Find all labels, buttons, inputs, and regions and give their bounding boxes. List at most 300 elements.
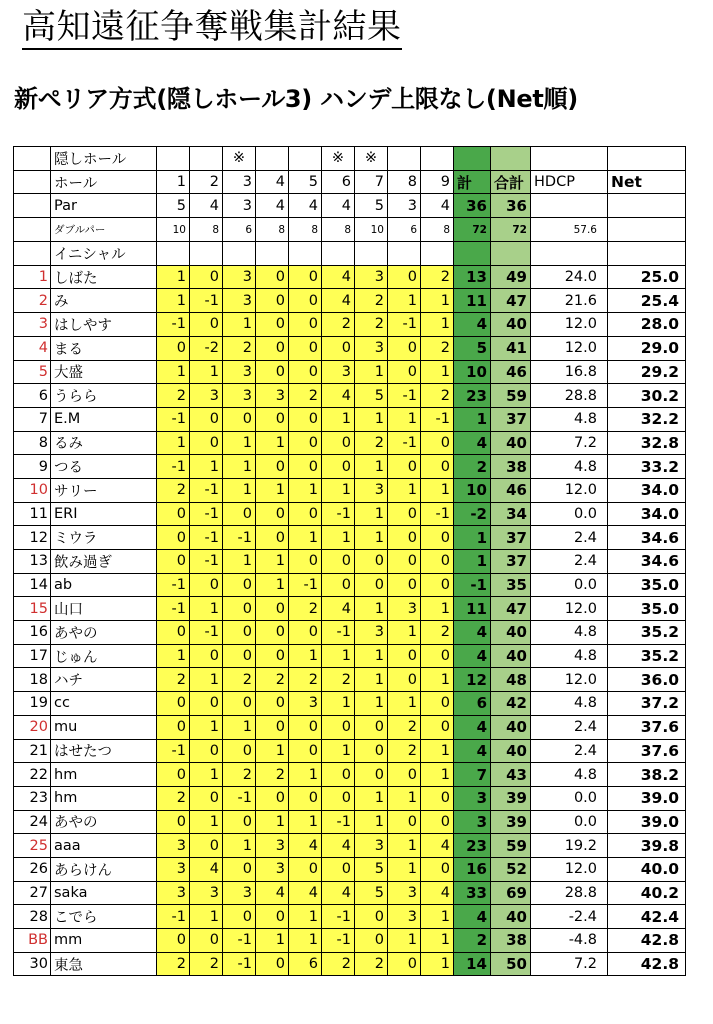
score-cell: 0 [256,360,289,384]
total-cell: -1 [454,573,491,597]
score-cell: 4 [289,834,322,858]
net-cell: 35.2 [608,621,686,645]
score-cell: 1 [256,431,289,455]
hole-cell [388,242,421,266]
net-cell: 40.2 [608,881,686,905]
player-row [14,739,686,763]
rank-cell: 9 [14,455,51,479]
total-cell: 11 [454,597,491,621]
score-cell: 0 [388,360,421,384]
score-cell: 2 [355,952,388,976]
player-row [14,952,686,976]
score-cell: 2 [157,668,190,692]
rank-cell [14,194,51,218]
hdcp-cell: 7.2 [531,431,608,455]
player-row [14,929,686,953]
hdcp-cell: 0.0 [531,810,608,834]
hole-cell [322,242,355,266]
hdcp-cell: 2.4 [531,739,608,763]
hdcp-cell: 4.8 [531,621,608,645]
score-cell: 1 [388,692,421,716]
player-row [14,289,686,313]
player-row [14,810,686,834]
score-cell: 0 [256,644,289,668]
player-name: 大盛 [51,360,157,384]
score-cell: -1 [157,455,190,479]
hole-number-cell: 5 [289,170,322,194]
gross-cell: 38 [491,455,531,479]
score-cell: 0 [289,786,322,810]
total-cell: 1 [454,407,491,431]
total-cell: 4 [454,715,491,739]
net-cell: 32.2 [608,407,686,431]
score-cell: 3 [355,265,388,289]
score-cell: -1 [190,621,223,645]
rank-cell: 18 [14,668,51,692]
rank-cell: 16 [14,621,51,645]
net-cell: 25.0 [608,265,686,289]
score-cell: 3 [223,360,256,384]
score-cell: 0 [157,810,190,834]
rank-cell [14,170,51,194]
double-par-row [14,218,686,242]
score-cell: 0 [256,336,289,360]
gross-cell: 40 [491,313,531,337]
player-row [14,265,686,289]
score-cell: 0 [256,502,289,526]
score-cell: 0 [190,692,223,716]
gross-cell: 49 [491,265,531,289]
hole-cell [190,242,223,266]
player-name: mu [51,715,157,739]
score-cell: 2 [355,289,388,313]
score-cell: 1 [355,502,388,526]
total-cell: 4 [454,905,491,929]
score-cell: 1 [223,431,256,455]
player-name: ERI [51,502,157,526]
score-cell: 1 [421,739,454,763]
net-cell: 34.0 [608,502,686,526]
score-cell: 3 [355,336,388,360]
par-row [14,194,686,218]
hidden-mark-cell [289,147,322,171]
total-header: 計 [454,170,491,194]
double-par-cell: 8 [256,218,289,242]
player-name: はしやす [51,313,157,337]
score-cell: 3 [388,905,421,929]
gross-cell: 47 [491,597,531,621]
gross-cell: 42 [491,692,531,716]
score-cell: 2 [322,668,355,692]
player-row [14,644,686,668]
score-cell: 2 [190,952,223,976]
score-cell: 1 [223,834,256,858]
score-cell: -1 [322,502,355,526]
score-cell: 1 [190,715,223,739]
hole-number-cell: 8 [388,170,421,194]
hdcp-cell [531,194,608,218]
score-cell: 0 [421,692,454,716]
score-cell: 2 [157,786,190,810]
score-cell: 1 [190,905,223,929]
rank-cell: 1 [14,265,51,289]
total-cell: 5 [454,336,491,360]
hole-cell [355,242,388,266]
score-cell: 0 [223,407,256,431]
score-cell: 0 [190,929,223,953]
score-cell: 3 [256,834,289,858]
score-cell: 0 [289,407,322,431]
rank-cell: 21 [14,739,51,763]
score-cell: 4 [256,881,289,905]
total-cell: 6 [454,692,491,716]
rank-cell: 25 [14,834,51,858]
score-cell: 0 [157,502,190,526]
score-cell: -1 [157,573,190,597]
par-cell: 4 [421,194,454,218]
score-cell: 0 [388,952,421,976]
gross-cell: 38 [491,929,531,953]
net-cell [608,242,686,266]
score-cell: 1 [223,478,256,502]
score-cell: 3 [355,621,388,645]
total-cell [454,242,491,266]
score-cell: 0 [157,763,190,787]
score-cell: 4 [322,834,355,858]
score-cell: 0 [223,857,256,881]
gross-cell [491,242,531,266]
player-name: 東急 [51,952,157,976]
score-cell: 0 [388,668,421,692]
score-cell: 2 [289,668,322,692]
score-cell: 0 [256,455,289,479]
score-cell: -1 [421,502,454,526]
score-cell: 0 [223,573,256,597]
score-cell: 1 [190,597,223,621]
hole-label: ホール [51,170,157,194]
gross-cell: 39 [491,810,531,834]
score-cell: 0 [322,431,355,455]
score-cell: 0 [388,455,421,479]
score-cell: 1 [388,834,421,858]
score-cell: 0 [223,597,256,621]
player-name: 山口 [51,597,157,621]
par-label: Par [51,194,157,218]
player-row [14,478,686,502]
score-cell: 1 [322,407,355,431]
net-cell: 39.0 [608,786,686,810]
score-cell: 0 [223,905,256,929]
score-cell: 0 [388,265,421,289]
score-cell: 0 [322,455,355,479]
initial-label: イニシャル [51,242,157,266]
score-cell: 0 [388,810,421,834]
gross-cell: 52 [491,857,531,881]
score-cell: 3 [256,857,289,881]
score-cell: 0 [190,407,223,431]
score-cell: 0 [388,763,421,787]
score-cell: 4 [322,384,355,408]
score-cell: 0 [289,289,322,313]
rank-cell: 2 [14,289,51,313]
net-cell: 42.8 [608,952,686,976]
score-cell: 1 [388,289,421,313]
score-cell: 0 [322,715,355,739]
net-cell [608,218,686,242]
score-cell: 1 [388,786,421,810]
double-par-cell: 10 [355,218,388,242]
rank-cell: BB [14,929,51,953]
rank-cell: 28 [14,905,51,929]
double-par-total: 72 [454,218,491,242]
score-cell: 0 [322,763,355,787]
rank-cell: 12 [14,526,51,550]
score-cell: 0 [256,526,289,550]
hole-cell [223,242,256,266]
score-cell: 1 [157,360,190,384]
rank-cell: 30 [14,952,51,976]
score-cell: -1 [190,289,223,313]
score-cell: 0 [190,834,223,858]
score-cell: 1 [256,810,289,834]
score-cell: 1 [388,857,421,881]
total-cell: 7 [454,763,491,787]
score-cell: 0 [289,431,322,455]
score-cell: 0 [157,336,190,360]
gross-cell: 46 [491,360,531,384]
score-cell: 2 [421,265,454,289]
score-cell: 1 [421,763,454,787]
score-cell: 0 [223,739,256,763]
score-cell: 3 [322,360,355,384]
score-cell: 1 [421,313,454,337]
player-name: aaa [51,834,157,858]
rank-cell: 15 [14,597,51,621]
total-cell: 3 [454,786,491,810]
player-name: まる [51,336,157,360]
score-cell: 0 [355,715,388,739]
player-name: mm [51,929,157,953]
score-cell: 1 [355,810,388,834]
score-cell: 3 [223,384,256,408]
score-cell: 1 [355,526,388,550]
hole-number-cell: 3 [223,170,256,194]
score-cell: 1 [223,455,256,479]
hdcp-cell: 4.8 [531,407,608,431]
gross-cell: 41 [491,336,531,360]
hole-number-cell: 4 [256,170,289,194]
player-row [14,763,686,787]
player-row [14,668,686,692]
score-cell: -1 [289,573,322,597]
score-cell: 0 [421,644,454,668]
total-cell: 4 [454,431,491,455]
score-cell: 0 [190,786,223,810]
rank-cell: 3 [14,313,51,337]
score-cell: -1 [223,952,256,976]
score-cell: 2 [289,384,322,408]
score-cell: 1 [289,644,322,668]
player-name: hm [51,763,157,787]
double-par-hdcp: 57.6 [531,218,608,242]
rank-cell: 5 [14,360,51,384]
score-cell: -1 [388,313,421,337]
score-cell: -1 [421,407,454,431]
rank-cell: 10 [14,478,51,502]
score-cell: 0 [223,644,256,668]
double-par-cell: 8 [289,218,322,242]
score-cell: -1 [157,313,190,337]
score-cell: -1 [190,526,223,550]
hdcp-cell: 12.0 [531,668,608,692]
score-cell: 2 [355,313,388,337]
double-par-cell: 8 [421,218,454,242]
double-par-cell: 8 [322,218,355,242]
hdcp-cell: -2.4 [531,905,608,929]
score-cell: 1 [421,905,454,929]
hdcp-cell: 4.8 [531,644,608,668]
score-cell: 1 [355,455,388,479]
score-cell: 1 [223,313,256,337]
score-cell: 1 [322,739,355,763]
initial-header-row [14,242,686,266]
score-cell: 0 [355,763,388,787]
player-name: 飲み過ぎ [51,550,157,574]
score-cell: 1 [157,289,190,313]
score-cell: 0 [322,573,355,597]
rank-cell: 11 [14,502,51,526]
score-cell: 0 [421,550,454,574]
score-cell: 1 [289,810,322,834]
hdcp-cell: 12.0 [531,857,608,881]
score-cell: 0 [256,786,289,810]
player-row [14,502,686,526]
score-cell: 0 [256,407,289,431]
player-row [14,834,686,858]
score-cell: 3 [190,881,223,905]
score-cell: -1 [322,810,355,834]
hole-number-cell: 6 [322,170,355,194]
score-cell: 0 [421,857,454,881]
net-cell: 37.6 [608,715,686,739]
total-cell: 3 [454,810,491,834]
player-row [14,360,686,384]
hdcp-cell: 21.6 [531,289,608,313]
score-cell: 4 [190,857,223,881]
total-cell: 10 [454,478,491,502]
score-cell: 0 [322,857,355,881]
par-cell: 4 [190,194,223,218]
gross-header: 合計 [491,170,531,194]
gross-cell: 35 [491,573,531,597]
gross-cell: 46 [491,478,531,502]
score-cell: 0 [157,526,190,550]
score-cell: 0 [388,526,421,550]
score-cell: 1 [289,763,322,787]
hdcp-header: HDCP [531,170,608,194]
score-cell: 0 [322,550,355,574]
net-cell: 39.8 [608,834,686,858]
net-cell: 29.0 [608,336,686,360]
score-cell: 0 [256,289,289,313]
score-cell: -1 [388,431,421,455]
score-cell: 0 [190,265,223,289]
score-cell: 1 [421,478,454,502]
score-cell: 2 [223,763,256,787]
page-title: 高知遠征争奪戦集計結果 [22,6,402,50]
total-cell: 12 [454,668,491,692]
score-cell: 1 [289,526,322,550]
player-name: つる [51,455,157,479]
score-cell: 0 [289,857,322,881]
score-cell: 0 [223,502,256,526]
score-cell: 2 [388,715,421,739]
score-cell: 1 [157,644,190,668]
total-cell: 13 [454,265,491,289]
score-cell: 5 [355,881,388,905]
rank-cell: 7 [14,407,51,431]
score-cell: 0 [289,455,322,479]
score-cell: 1 [322,692,355,716]
score-cell: 1 [421,289,454,313]
hdcp-cell: 4.8 [531,692,608,716]
gross-cell [491,147,531,171]
gross-cell: 50 [491,952,531,976]
score-cell: 0 [256,621,289,645]
score-cell: 0 [256,265,289,289]
player-row [14,692,686,716]
gross-cell: 59 [491,834,531,858]
hole-cell [157,242,190,266]
score-cell: 1 [355,668,388,692]
score-cell: 1 [256,739,289,763]
score-cell: -1 [322,929,355,953]
score-cell: 0 [355,550,388,574]
score-cell: 0 [289,360,322,384]
score-cell: 1 [388,407,421,431]
player-name: hm [51,786,157,810]
rank-cell: 4 [14,336,51,360]
score-cell: 0 [256,692,289,716]
player-name: E.M [51,407,157,431]
net-cell: 38.2 [608,763,686,787]
score-cell: 0 [256,597,289,621]
hdcp-cell: 24.0 [531,265,608,289]
par-cell: 4 [256,194,289,218]
score-cell: 2 [421,621,454,645]
score-cell: 0 [355,739,388,763]
score-cell: 3 [256,384,289,408]
score-cell: 5 [355,857,388,881]
gross-cell: 37 [491,526,531,550]
hdcp-cell: 12.0 [531,336,608,360]
score-cell: 1 [421,597,454,621]
score-cell: 0 [355,929,388,953]
score-cell: 0 [289,336,322,360]
net-cell: 34.0 [608,478,686,502]
rank-cell: 26 [14,857,51,881]
score-cell: 1 [388,929,421,953]
score-cell: 4 [421,834,454,858]
score-cell: 3 [355,834,388,858]
rank-cell: 6 [14,384,51,408]
net-cell: 39.0 [608,810,686,834]
rank-cell: 14 [14,573,51,597]
hdcp-cell: 4.8 [531,763,608,787]
rank-cell: 23 [14,786,51,810]
par-cell: 4 [289,194,322,218]
score-cell: 0 [157,621,190,645]
